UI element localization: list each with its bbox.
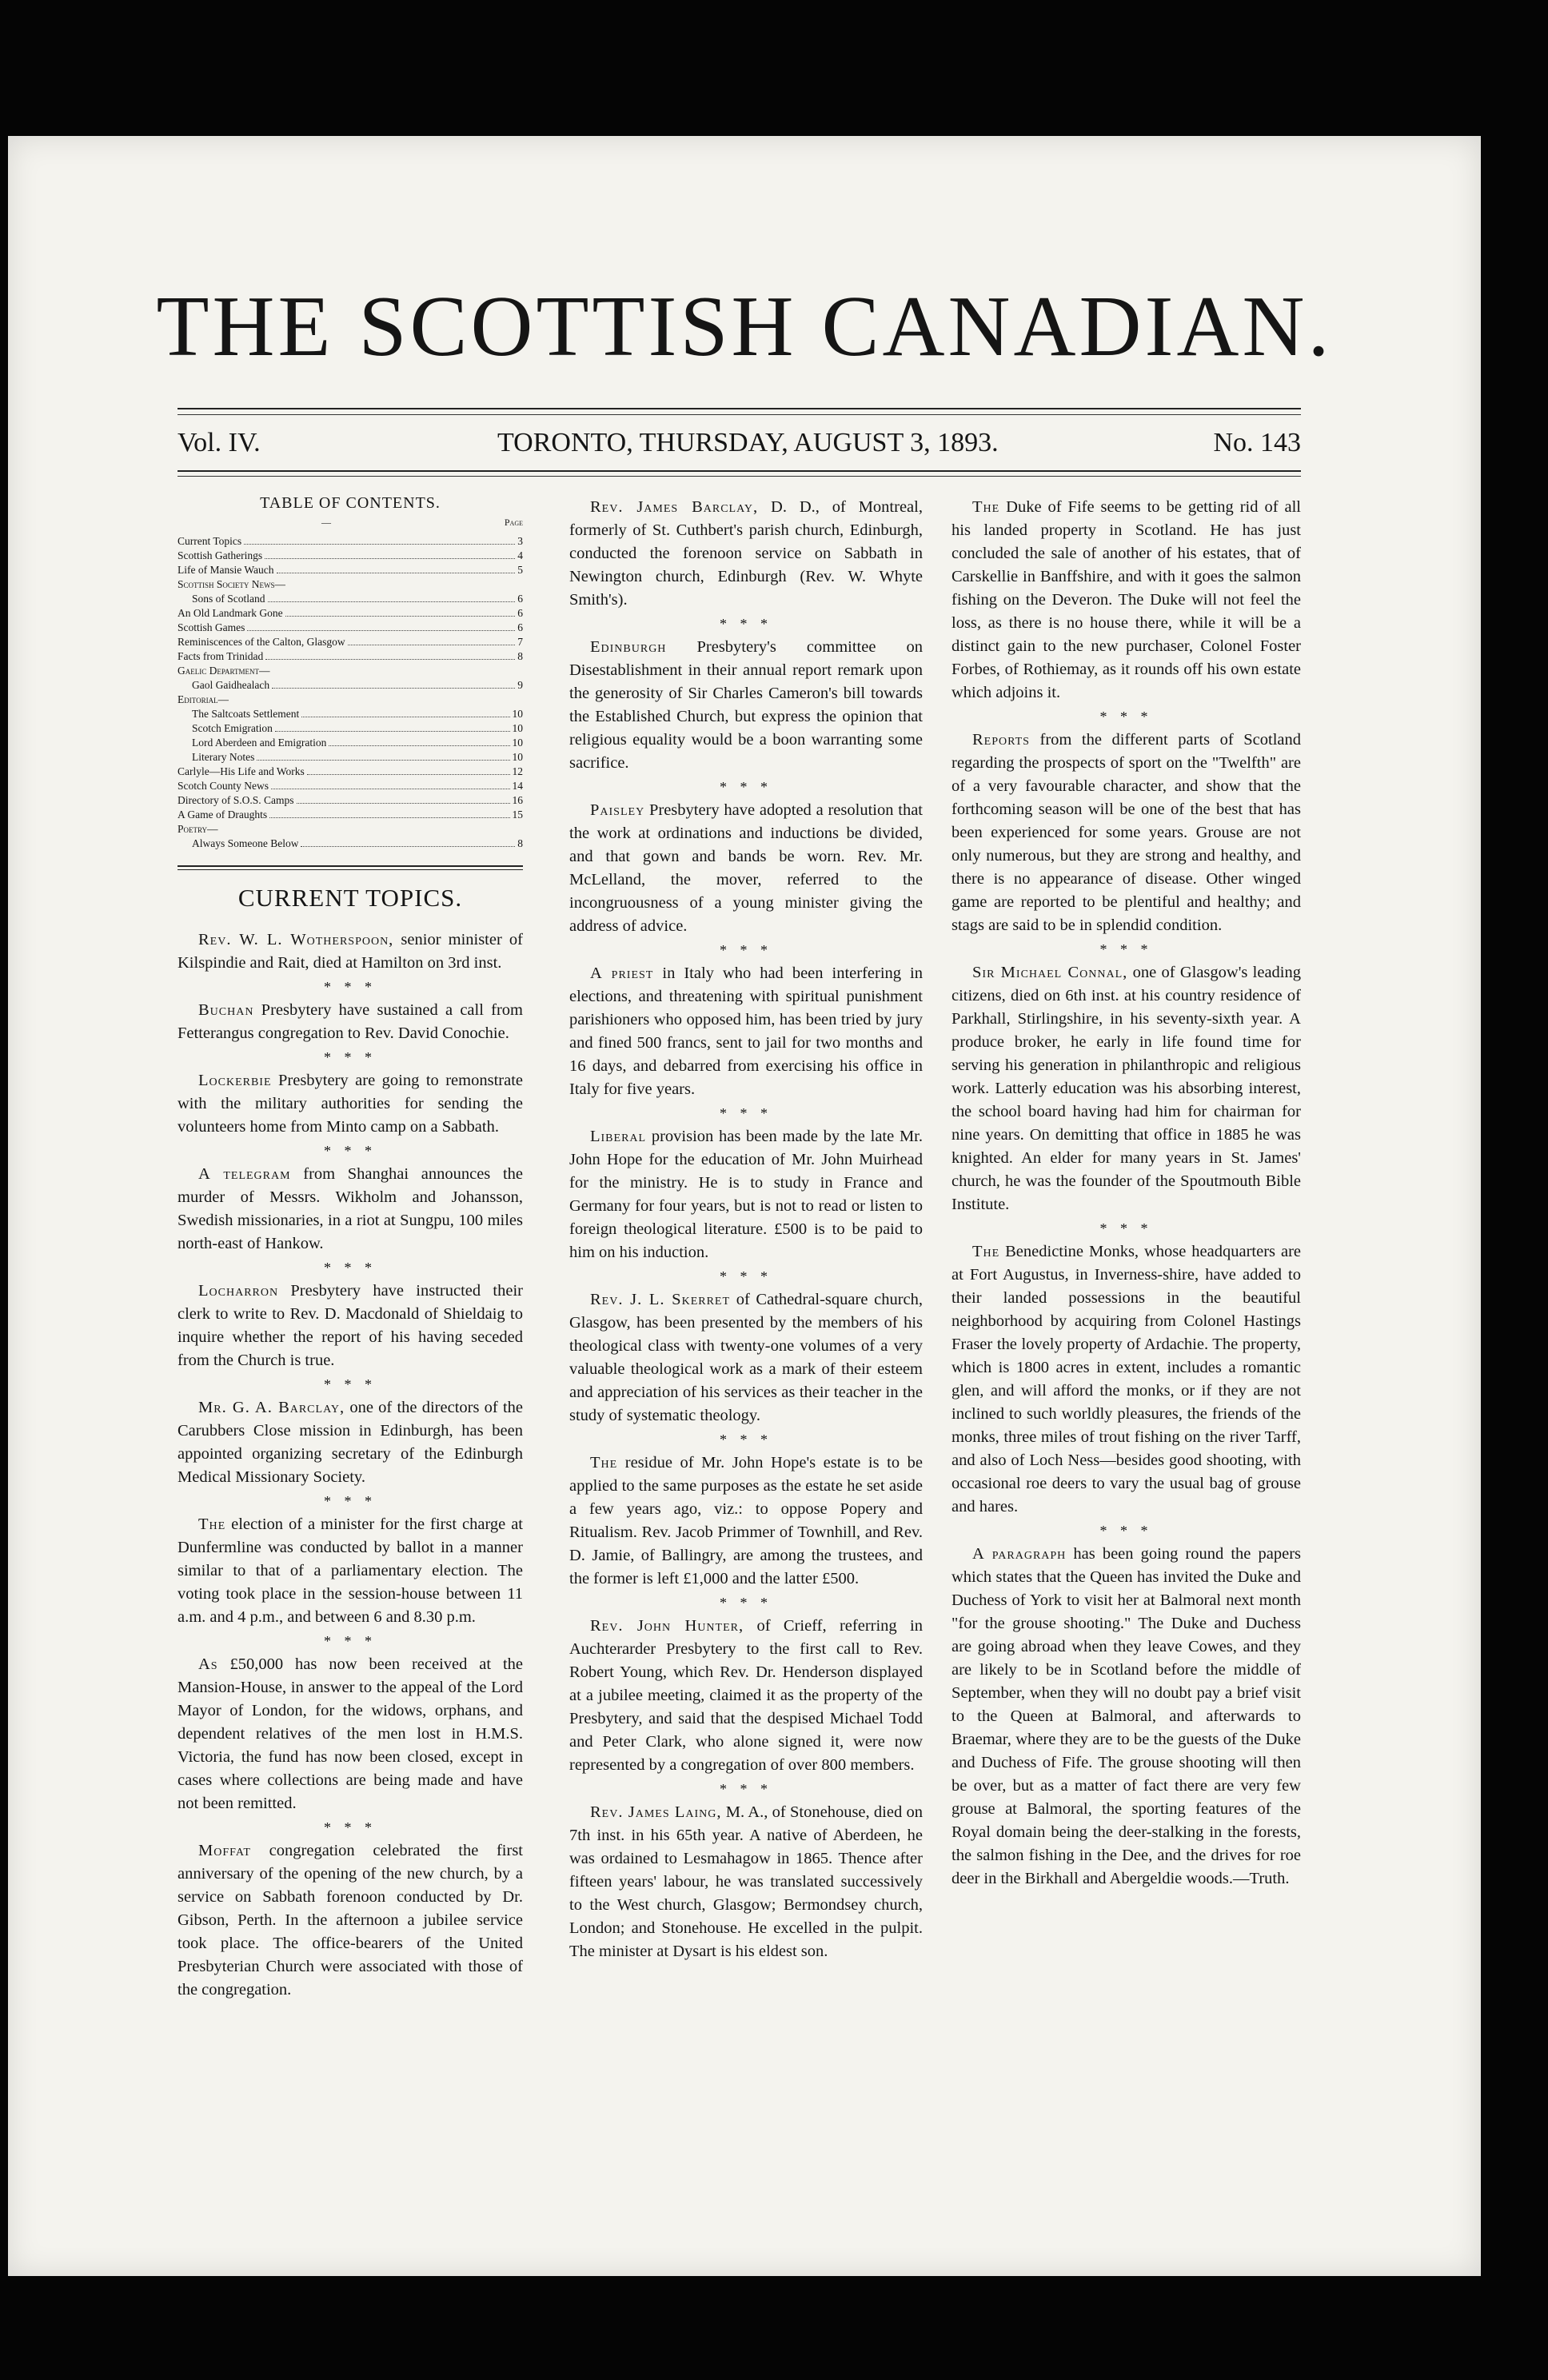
toc-leader-dots — [269, 817, 509, 818]
section-stars: * * * — [324, 1493, 377, 1509]
toc-entry-page: 8 — [517, 837, 523, 849]
toc-entry — [178, 808, 523, 822]
toc-entry-page: 8 — [517, 650, 523, 662]
news-item-lead: Mr. G. A. Barclay, — [198, 1399, 345, 1416]
toc-entry-label: An Old Landmark Gone — [178, 607, 283, 619]
news-item-text: residue of Mr. John Hope's estate is to be applied to the same purposes as the estate he set aside a few years ago, viz.: to oppose Popery and Ritualism. Rev. Jacob Primmer of Townhill, and Rev. D. Jamie, of Ballingry, are among the trustees, and the former is left £1,000 and the latter £500. — [569, 1454, 923, 1587]
news-item — [178, 1163, 523, 1256]
section-stars: * * * — [324, 1143, 377, 1159]
news-item — [952, 1240, 1301, 1519]
news-item-text: from Shanghai announces the murder of Messrs. Wikholm and Johansson, Swedish missionaries, in a riot at Sungpu, 100 miles north-east of Hankow. — [178, 1165, 524, 1252]
section-stars: * * * — [720, 1432, 772, 1448]
news-item-text: Duke of Fife seems to be getting rid of all his landed property in Scotland. He has just concluded the sale of another of his estates, that of Carskellie in Banffshire, and with it goes the salmon fishing on the Deveron. The Duke will not feel the loss, as there is no house there, while it will be a distinct gain to the new purchaser, Colonel Foster Forbes, of Rothiemay, as it rounds off his own estate which adjoins it. — [952, 498, 1301, 701]
toc-entry-page: 6 — [517, 607, 523, 619]
news-item — [178, 1839, 523, 2002]
section-stars: * * * — [324, 1260, 377, 1276]
news-item — [178, 1653, 523, 1815]
toc-entry-page: 9 — [517, 679, 523, 691]
section-stars: * * * — [1099, 1220, 1153, 1236]
issue-number: No. 143 — [1213, 428, 1301, 457]
toc-entry-label: Scotch County News — [178, 780, 269, 792]
toc-entry — [178, 592, 523, 606]
toc-entry-label: Directory of S.O.S. Camps — [178, 794, 294, 806]
toc-leader-dots — [329, 745, 509, 746]
toc-entry — [178, 635, 523, 649]
section-stars: * * * — [720, 616, 772, 632]
toc-list — [178, 534, 523, 851]
toc-entry-page: 6 — [517, 593, 523, 605]
toc-leader-dots — [275, 731, 510, 732]
toc-entry — [178, 779, 523, 793]
news-item-lead: The — [972, 1243, 1000, 1260]
toc-entry-label: Reminiscences of the Calton, Glasgow — [178, 636, 345, 648]
toc-title: TABLE OF CONTENTS. — [260, 494, 441, 512]
news-item — [569, 1801, 923, 1963]
section-stars: * * * — [720, 942, 772, 958]
toc-entry — [178, 721, 523, 736]
toc-leader-dots — [268, 601, 516, 602]
news-item — [569, 1125, 923, 1264]
news-item-lead: Moffat — [198, 1842, 251, 1859]
table-of-contents — [178, 496, 523, 851]
news-item-text: in Italy who had been interfering in elections, and threatening with spiritual punishment parishioners who opposed him, has been tried by jury and fined 500 francs, sent to jail for two months and 16 days, and debarred from exercising his office in Italy for five years. — [569, 964, 923, 1098]
news-item — [569, 799, 923, 938]
column-1-articles — [178, 928, 523, 2002]
toc-dash: — — [321, 517, 331, 528]
news-item — [952, 961, 1301, 1216]
toc-entry-label: Always Someone Below — [192, 837, 299, 849]
current-topics-title: CURRENT TOPICS. — [237, 884, 463, 912]
section-stars: * * * — [324, 1049, 377, 1065]
masthead-rule-top — [178, 408, 1301, 409]
news-item — [569, 636, 923, 775]
toc-leader-dots — [301, 846, 515, 847]
toc-entry-page: 15 — [512, 809, 523, 821]
news-item — [569, 1452, 923, 1591]
news-item — [178, 1513, 523, 1629]
news-item-text: M. A., of Stonehouse, died on 7th inst. in his 65th year. A native of Aberdeen, he was ordained to Lesmahagow in 1865. Thence after fifteen years' labour, he was translated successively to the West church, Glasgow; Bermondsey church, London; and Stonehouse. He excelled in the pulpit. The minister at Dysart is his eldest son. — [569, 1803, 923, 1960]
toc-divider — [178, 865, 523, 870]
toc-entry-label: Gaelic Department— — [178, 665, 270, 677]
news-item-text: Presbytery have sustained a call from Fetterangus congregation to Rev. David Conochie. — [178, 1001, 523, 1042]
news-item-text: has been going round the papers which states that the Queen has invited the Duke and Duchess of York to visit her at Balmoral next month "for the grouse shooting." The Duke and Duchess are going abroad when they leave Cowes, and they are likely to be in Scotland before the middle of September, when they will no doubt pay a brief visit to the Queen at Balmoral, and afterwards to Braemar, where they are to be the guests of the Duke and Duchess of Fife. The grouse shooting will then be over, but as a matter of fact there are very few grouse at Balmoral, the sporting features of the Royal domain being the deer-stalking in the forests, the salmon fishing in the Dee, and the drives for roe deer in the Birkhall and Abergeldie woods.—Truth. — [952, 1545, 1301, 1887]
news-item-lead: The — [198, 1515, 226, 1533]
news-item-text: congregation celebrated the first anniversary of the opening of the new church, by a service on Sabbath forenoon conducted by Dr. Gibson, Perth. In the afternoon a jubilee service took place. The office-bearers of the United Presbyterian Church were associated with those of the congregation. — [178, 1842, 523, 1999]
toc-entry-label: Editorial— — [178, 693, 229, 705]
section-stars: * * * — [1099, 1523, 1153, 1539]
toc-leader-dots — [244, 544, 515, 545]
news-item-text: from the different parts of Scotland regarding the prospects of sport on the "Twelfth" are of a very favourable character, and show that the forthcoming season will be one of the best that has been experienced for some years. Grouse are not only numerous, but they are strong and healthy, and there is no appearance of disease. Other winged game are reported to be plentiful and healthy; and stags are said to be in splendid condition. — [952, 731, 1301, 934]
toc-leader-dots — [257, 760, 509, 761]
issue-date: TORONTO, THURSDAY, AUGUST 3, 1893. — [497, 428, 999, 457]
section-stars: * * * — [324, 1376, 377, 1392]
news-item-lead: Buchan — [198, 1001, 254, 1019]
news-item-lead: Edinburgh — [590, 638, 667, 656]
toc-leader-dots — [272, 688, 515, 689]
news-item — [569, 496, 923, 612]
column-3-articles — [952, 496, 1301, 1891]
masthead-rule-bottom — [178, 414, 1301, 415]
toc-entry — [178, 649, 523, 664]
news-item-text: D. D., of Montreal, formerly of St. Cuthbert's parish church, Edinburgh, conducted the forenoon service on Sabbath in Newington church, Edinburgh (Rev. W. Whyte Smith's). — [569, 498, 923, 609]
news-item-lead: Lockerbie — [198, 1072, 272, 1089]
toc-entry-label: Life of Mansie Wauch — [178, 564, 274, 576]
toc-entry — [178, 707, 523, 721]
news-item-lead: A telegram — [198, 1165, 291, 1183]
toc-entry — [178, 534, 523, 549]
section-stars: * * * — [324, 1819, 377, 1835]
masthead-title: THE SCOTTISH CANADIAN. — [156, 279, 1333, 374]
toc-entry-label: Scotch Emigration — [192, 722, 273, 734]
section-stars: * * * — [324, 979, 377, 995]
newspaper-page — [8, 136, 1481, 2276]
toc-entry-page: 10 — [512, 708, 523, 720]
toc-entry — [178, 678, 523, 693]
toc-entry-page: 10 — [512, 737, 523, 749]
news-item-text: one of Glasgow's leading citizens, died on 6th inst. at his country residence of Parkhall, Stirlingshire, in his seventy-sixth year. A produce broker, he early in life found time for serving his generation in philanthropic and religious work. Latterly education was his absorbing interest, the school board having had him for chairman for nine years. On demitting that office in 1885 he was knighted. An elder for many years in St. James' church, he was the founder of the Spoutmouth Bible Institute. — [952, 964, 1301, 1213]
toc-leader-dots — [247, 630, 515, 631]
volume-label: Vol. IV. — [178, 428, 261, 457]
news-item — [569, 1288, 923, 1428]
news-item-lead: Rev. John Hunter, — [590, 1617, 744, 1635]
news-item — [178, 928, 523, 975]
news-item-text: senior minister of Kilspindie and Rait, died at Hamilton on 3rd inst. — [178, 931, 523, 972]
news-item-lead: Rev. James Barclay, — [590, 498, 759, 516]
news-item-text: provision has been made by the late Mr. John Hope for the education of Mr. John Muirhead for the ministry. He is to study in France and Germany for four years, but is not to read or listen to foreign theological literature. £500 is to be paid to him on his induction. — [569, 1128, 923, 1261]
news-item-text: Presbytery's committee on Disestablishment in their annual report remark upon the generosity of Sir Charles Cameron's bill towards the Established Church, but express the opinion that religious equality would be a boon warranting some sacrifice. — [569, 638, 923, 772]
news-item-lead: Reports — [972, 731, 1030, 749]
toc-page-label: Page — [504, 517, 523, 528]
column-2 — [569, 496, 923, 1968]
news-item — [178, 1069, 523, 1139]
toc-leader-dots — [265, 558, 515, 559]
toc-entry-label: Facts from Trinidad — [178, 650, 264, 662]
toc-leader-dots — [307, 774, 510, 775]
toc-entry-page: 16 — [512, 794, 523, 806]
news-item-lead: The — [972, 498, 1000, 516]
news-item-text: of Cathedral-square church, Glasgow, has been presented by the members of his theological class with twenty-one volumes of a very valuable theological work as a mark of their esteem and appreciation of his services as their teacher in the study of systematic theology. — [569, 1291, 923, 1424]
toc-entry — [178, 765, 523, 779]
news-item-lead: Paisley — [590, 801, 645, 819]
news-item-lead: A paragraph — [972, 1545, 1067, 1563]
toc-entry-label: A Game of Draughts — [178, 809, 268, 821]
news-item-text: Presbytery are going to remonstrate with the military authorities for sending the volunteers home from Minto camp on a Sabbath. — [178, 1072, 523, 1136]
news-item-text: Benedictine Monks, whose headquarters are at Fort Augustus, in Inverness-shire, have added to their landed possessions in the beautiful neighborhood by acquiring from Colonel Hastings Fraser the lovely property of Ardachie. The property, which is 1800 acres in extent, includes a romantic glen, and will afford the monks, or if they are not inclined to such worldly pleasures, the friends of the monks, three miles of trout fishing on the river Tarff, and also of Loch Ness—besides good shooting, with occasional roe deers to vary the usual bag of grouse and hares. — [952, 1243, 1301, 1515]
toc-entry — [178, 621, 523, 635]
section-stars: * * * — [720, 1781, 772, 1797]
news-item-lead: Rev. J. L. Skerret — [590, 1291, 731, 1308]
section-stars: * * * — [720, 779, 772, 795]
news-item-text: £50,000 has now been received at the Mansion-House, in answer to the appeal of the Lord Mayor of London, for the widows, orphans, and dependent relatives of the men lost in H.M.S. Victoria, the fund has now been closed, except in cases where collections are being made and have not been remitted. — [178, 1655, 523, 1812]
toc-entry-label: The Saltcoats Settlement — [192, 708, 300, 720]
news-item-text: Presbytery have adopted a resolution that the work at ordinations and inductions be divided, and that gown and bands be worn. Rev. Mr. McLelland, the mover, referred to the incongruousness of a young minister giving the address of advice. — [569, 801, 923, 935]
dateline-rule-bottom — [178, 476, 1301, 477]
toc-entry-page: 10 — [512, 751, 523, 763]
toc-entry — [178, 693, 523, 707]
news-item-lead: Rev. James Laing, — [590, 1803, 722, 1821]
column-3 — [952, 496, 1301, 1895]
toc-entry — [178, 563, 523, 577]
section-stars: * * * — [720, 1268, 772, 1284]
column-1 — [178, 496, 523, 2007]
news-item — [178, 1396, 523, 1489]
toc-entry-label: Literary Notes — [192, 751, 255, 763]
toc-entry-label: Lord Aberdeen and Emigration — [192, 737, 327, 749]
toc-entry — [178, 606, 523, 621]
toc-entry — [178, 822, 523, 837]
toc-entry — [178, 549, 523, 563]
news-item-lead: Sir Michael Connal, — [972, 964, 1128, 981]
toc-entry-page: 7 — [517, 636, 523, 648]
section-stars: * * * — [324, 1633, 377, 1649]
toc-leader-dots — [265, 659, 515, 660]
news-item-lead: A priest — [590, 964, 654, 982]
toc-entry-label: Gaol Gaidhealach — [192, 679, 270, 691]
toc-entry-label: Scottish Gatherings — [178, 549, 263, 561]
news-item-lead: Locharron — [198, 1282, 279, 1300]
toc-entry-label: Scottish Games — [178, 621, 245, 633]
toc-entry-page: 6 — [517, 621, 523, 633]
news-item — [952, 729, 1301, 937]
toc-entry-page: 5 — [517, 564, 523, 576]
toc-entry-label: Poetry— — [178, 823, 218, 835]
news-item-text: Presbytery have instructed their clerk to write to Rev. D. Macdonald of Shieldaig to inquire whether the report of his having seceded from the Church is true. — [178, 1282, 523, 1369]
toc-leader-dots — [297, 803, 510, 804]
toc-entry-label: Sons of Scotland — [192, 593, 265, 605]
news-item-text: election of a minister for the first charge at Dunfermline was conducted by ballot in a manner similar to that of a parliamentary election. The voting took place in the session-house between 11 a.m. and 4 p.m., and between 6 and 8.30 p.m. — [178, 1515, 523, 1626]
toc-entry — [178, 577, 523, 592]
news-item — [952, 496, 1301, 705]
news-item — [952, 1543, 1301, 1891]
news-item — [178, 999, 523, 1045]
toc-entry — [178, 837, 523, 851]
toc-entry — [178, 793, 523, 808]
toc-entry-page: 12 — [512, 765, 523, 777]
column-2-articles — [569, 496, 923, 1963]
toc-entry-label: Carlyle—His Life and Works — [178, 765, 305, 777]
toc-entry-label: Scottish Society News— — [178, 578, 286, 590]
toc-entry — [178, 664, 523, 678]
news-item-text: of Crieff, referring in Auchterarder Presbytery to the first call to Rev. Robert Young, which Rev. Dr. Henderson displayed at a jubilee meeting, claimed it as the property of the Presbytery, and said that the despised Michael Todd and Peter Clark, who alone signed it, were now represented by a congregation of over 800 members. — [569, 1617, 923, 1774]
news-item-lead: Liberal — [590, 1128, 647, 1145]
section-stars: * * * — [1099, 709, 1153, 725]
news-item-lead: As — [198, 1655, 218, 1673]
dateline-rule-top — [178, 470, 1301, 472]
toc-entry — [178, 750, 523, 765]
news-item — [178, 1280, 523, 1372]
toc-entry-page: 10 — [512, 722, 523, 734]
dateline — [178, 428, 1301, 468]
toc-leader-dots — [285, 616, 516, 617]
section-stars: * * * — [720, 1595, 772, 1611]
toc-entry — [178, 736, 523, 750]
news-item — [569, 1615, 923, 1777]
news-item-text: one of the directors of the Carubbers Close mission in Edinburgh, has been appointed organizing secretary of the Edinburgh Medical Missionary Society. — [178, 1399, 523, 1486]
news-item — [569, 962, 923, 1101]
section-stars: * * * — [720, 1105, 772, 1121]
toc-header — [178, 515, 523, 529]
toc-entry-page: 14 — [512, 780, 523, 792]
toc-entry-page: 4 — [517, 549, 523, 561]
toc-entry-page: 3 — [517, 535, 523, 547]
news-item-lead: The — [590, 1454, 618, 1472]
section-stars: * * * — [1099, 941, 1153, 957]
news-item-lead: Rev. W. L. Wotherspoon, — [198, 931, 394, 948]
toc-entry-label: Current Topics — [178, 535, 242, 547]
